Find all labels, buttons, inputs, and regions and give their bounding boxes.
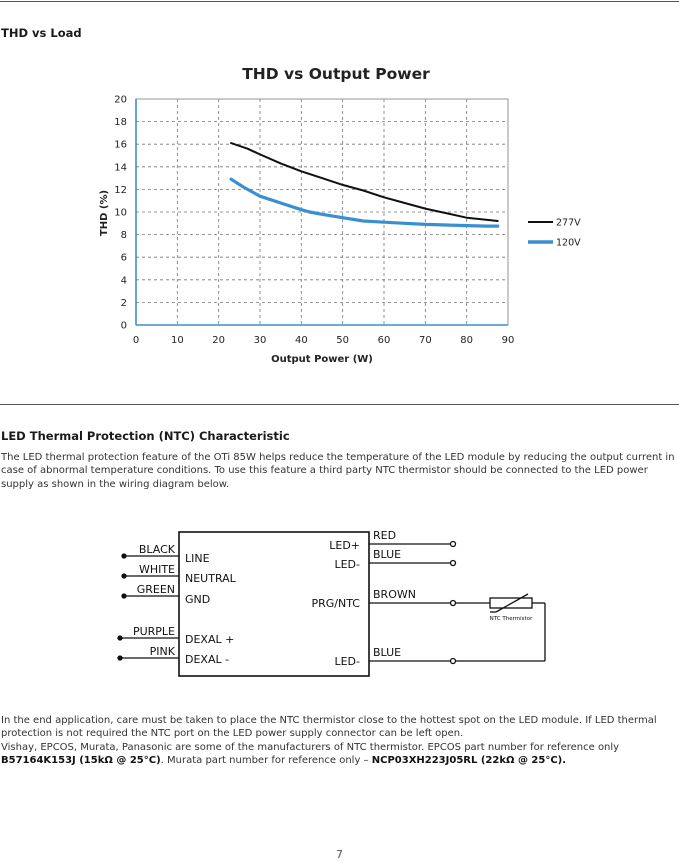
terminal-gnd: GND	[185, 593, 211, 606]
wire-label-blue: BLUE	[373, 548, 402, 561]
terminal-led-minus: LED-	[334, 558, 360, 571]
ntc-thermistor-label: NTC Thermistor	[489, 616, 533, 622]
top-rule	[0, 1, 679, 2]
terminal-prg-ntc: PRG/NTC	[311, 597, 360, 610]
y-tick-label: 6	[120, 252, 127, 264]
y-tick-label: 8	[120, 230, 127, 242]
manufacturers-text: Vishay, EPCOS, Murata, Panasonic are some of the manufacturers of NTC thermistor. EPCOS part number for reference only	[1, 741, 620, 753]
page-number: 7	[336, 848, 343, 861]
terminal-line: LINE	[185, 552, 210, 565]
x-tick-label: 20	[212, 335, 226, 346]
legend-label-277V: 277V	[556, 217, 581, 229]
x-axis-label: Output Power (W)	[271, 354, 373, 365]
legend-label-120V: 120V	[556, 237, 581, 249]
murata-part-number: NCP03XH223J05RL (22kΩ @ 25°C).	[371, 755, 567, 767]
y-tick-label: 18	[114, 117, 127, 129]
ntc-thermistor-symbol	[490, 594, 532, 612]
terminal-dexal-plus: DEXAL +	[185, 633, 235, 646]
y-tick-label: 4	[120, 275, 127, 287]
wire-label-white: WHITE	[138, 563, 175, 576]
x-tick-label: 0	[132, 335, 140, 346]
section-heading-ntc: LED Thermal Protection (NTC) Characteristic	[1, 429, 290, 443]
terminal-led-minus-2: LED-	[334, 655, 360, 668]
x-tick-label: 80	[460, 335, 474, 346]
x-tick-label: 10	[170, 335, 184, 346]
x-tick-label: 30	[253, 335, 267, 346]
application-note	[1, 714, 677, 768]
y-tick-label: 2	[120, 297, 127, 309]
wire-label-brown: BROWN	[373, 588, 416, 601]
murata-intro: . Murata part number for reference only –	[160, 755, 372, 767]
terminal-dexal-minus: DEXAL -	[185, 653, 230, 666]
x-tick-label: 90	[501, 335, 515, 346]
wire-label-pink: PINK	[149, 645, 175, 658]
wire-label-black: BLACK	[138, 543, 175, 556]
section-heading-thd: THD vs Load	[1, 26, 82, 40]
y-tick-label: 0	[120, 320, 127, 332]
x-tick-label: 40	[294, 335, 308, 346]
y-tick-label: 20	[114, 94, 127, 106]
y-tick-label: 14	[114, 162, 127, 174]
thd-chart	[0, 50, 679, 430]
series-line-277V	[231, 143, 498, 221]
series-line-120V	[231, 179, 498, 226]
epcos-part-number: B57164K153J (15kΩ @ 25°C)	[1, 755, 161, 767]
middle-rule	[0, 404, 679, 405]
y-tick-label: 12	[114, 184, 127, 196]
y-axis-label: THD (%)	[99, 189, 110, 237]
ntc-description: The LED thermal protection feature of the OTi 85W helps reduce the temperature of the LED module by reducing the output current in case of abnormal temperature conditions. To use this feature a third party NTC thermistor should be connected to the LED power supply as shown in the wiring diagram below.	[1, 452, 675, 490]
chart-title: THD vs Output Power	[242, 65, 430, 83]
wire-label-green: GREEN	[136, 583, 175, 596]
wire-label-purple: PURPLE	[132, 625, 175, 638]
y-tick-label: 10	[114, 207, 127, 219]
terminal-neutral: NEUTRAL	[185, 572, 236, 585]
x-tick-label: 70	[418, 335, 432, 346]
x-tick-label: 60	[377, 335, 391, 346]
wire-label-red: RED	[373, 529, 397, 542]
terminal-led-plus: LED+	[329, 539, 360, 552]
wiring-diagram	[0, 522, 679, 692]
wire-label-blue-2: BLUE	[373, 646, 402, 659]
y-tick-label: 16	[114, 139, 127, 151]
x-tick-label: 50	[336, 335, 350, 346]
application-note-p1: In the end application, care must be taken to place the NTC thermistor close to the hottest spot on the LED module. If LED thermal protection is not required the NTC port on the LED power supply connector can be left open.	[1, 715, 657, 740]
